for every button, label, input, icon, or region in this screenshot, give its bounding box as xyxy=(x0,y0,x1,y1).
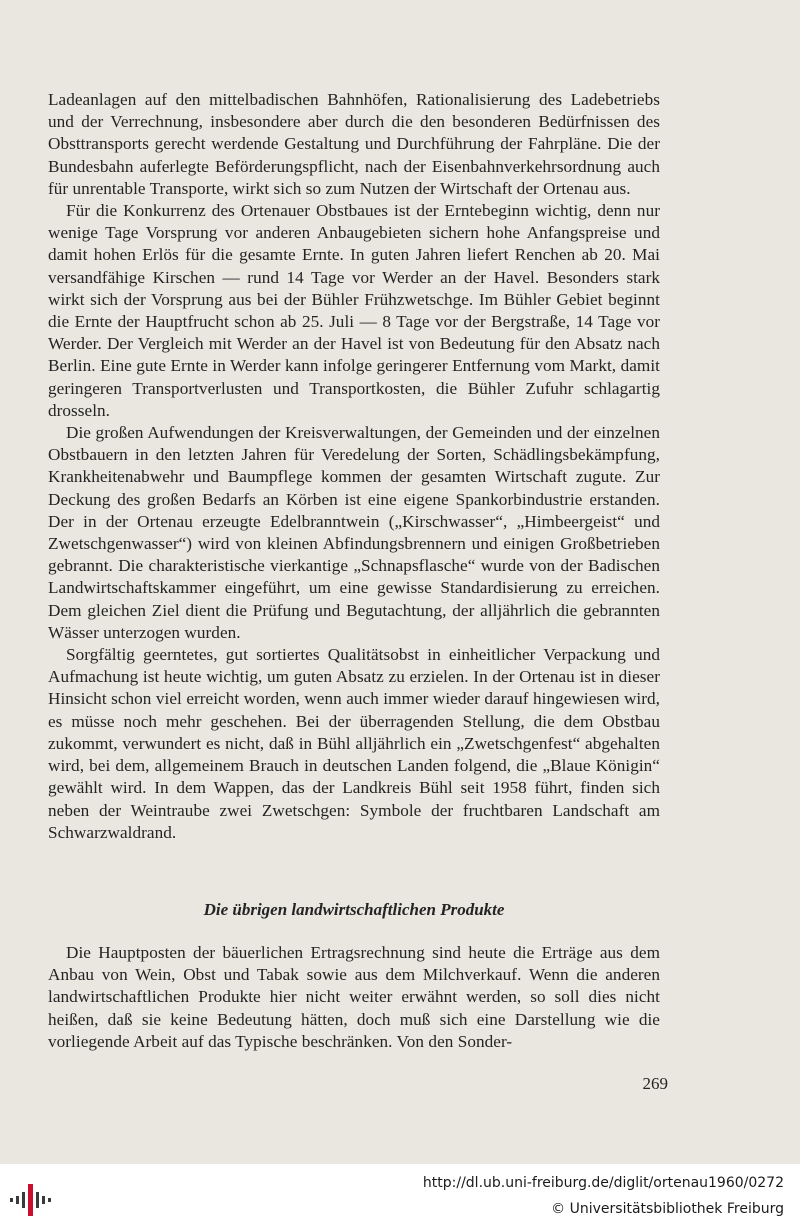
body-text-bottom xyxy=(48,942,660,1053)
paragraph: Sorgfältig geerntetes, gut sortiertes Qualitätsobst in einheitlicher Verpackung und Aufmachung ist heute wichtig, um guten Absatz zu erzielen. In der Ortenau ist in dieser Hinsicht schon viel erreicht worden, wenn auch immer wieder darauf hingewiesen wird, es müsse noch mehr geschehen. Bei der überragenden Stellung, die dem Obstbau zukommt, verwundert es nicht, daß in Bühl alljährlich ein „Zwetschgenfest“ abgehalten wird, bei dem, allgemeinem Brauch in deutschen Landen folgend, die „Blaue Königin“ gewählt wird. In dem Wappen, das der Landkreis Bühl seit 1958 führt, finden sich neben der Weintraube zwei Zwetschgen: Symbole der fruchtbaren Landschaft am Schwarzwaldrand. xyxy=(48,645,660,842)
paragraph: Für die Konkurrenz des Ortenauer Obstbaues ist der Erntebeginn wichtig, denn nur wenige Tage Vorsprung vor anderen Anbaugebieten sichern hohe Anfangspreise und damit hohen Erlös für die gesamte Ernte. In guten Jahren liefert Renchen ab 20. Mai versandfähige Kirschen — rund 14 Tage vor Werder an der Havel. Besonders stark wirkt sich der Vorsprung aus bei der Bühler Frühzwetschge. Im Bühler Gebiet beginnt die Ernte der Hauptfrucht schon ab 25. Juli — 8 Tage vor der Bergstraße, 14 Tage vor Werder. Der Vergleich mit Werder an der Havel ist von Bedeutung für den Absatz nach Berlin. Eine gute Ernte in Werder kann infolge geringerer Entfernung vom Markt, damit geringeren Transportverlusten und Transportkosten, die Bühler Zufuhr schlagartig drosseln. xyxy=(48,201,660,420)
copyright-text: © Universitätsbibliothek Freiburg xyxy=(551,1201,784,1217)
paragraph: Ladeanlagen auf den mittelbadischen Bahnhöfen, Rationalisierung des Ladebetriebs und der Verrechnung, insbesondere aber durch die den besonderen Bedürfnissen des Obsttransports gerecht werdende Gestaltung und Durchführung der Fahrpläne. Die der Bundesbahn auferlegte Beförderungspflicht, nach der Eisenbahnverkehrsordnung auch für unrentable Transporte, wirkt sich so zum Nutzen der Wirtschaft der Ortenau aus. xyxy=(48,90,660,198)
paragraph: Die Hauptposten der bäuerlichen Ertragsrechnung sind heute die Erträge aus dem Anbau von Wein, Obst und Tabak sowie aus dem Milchverkauf. Wenn die anderen landwirtschaftlichen Produkte hier nicht weiter erwähnt werden, so soll dies nicht heißen, daß sie keine Bedeutung hätten, doch muß sich eine Darstellung wie die vorliegende Arbeit auf das Typische beschränken. Von den Sonder- xyxy=(48,943,660,1051)
paragraph: Die großen Aufwendungen der Kreisverwaltungen, der Gemeinden und der einzelnen Obstbauern in den letzten Jahren für Veredelung der Sorten, Schädlingsbekämpfung, Krankheitenabwehr und Baumpflege kommen der gesamten Wirtschaft zugute. Zur Deckung des großen Bedarfs an Körben ist eine eigene Spankorbindustrie erstanden. Der in der Ortenau erzeugte Edelbranntwein („Kirschwasser“, „Himbeergeist“ und Zwetschgenwasser“) wird von kleinen Abfindungsbrennern und einigen Großbetrieben gebrannt. Die charakteristische vierkantige „Schnapsflasche“ wurde von der Badischen Landwirtschaftskammer eingeführt, um eine gewisse Standardisierung zu erreichen. Dem gleichen Ziel dient die Prüfung und Begutachtung, der alljährlich die gebrannten Wässer unterzogen wurden. xyxy=(48,423,660,642)
permalink-link[interactable]: http://dl.ub.uni-freiburg.de/diglit/ortenau1960/0272 xyxy=(422,1175,784,1191)
section-heading: Die übrigen landwirtschaftlichen Produkte xyxy=(203,900,505,919)
ub-freiburg-logo-icon xyxy=(10,1178,52,1220)
library-footer xyxy=(0,1164,800,1226)
page-number: 269 xyxy=(642,1074,668,1093)
body-text-top xyxy=(48,89,660,844)
